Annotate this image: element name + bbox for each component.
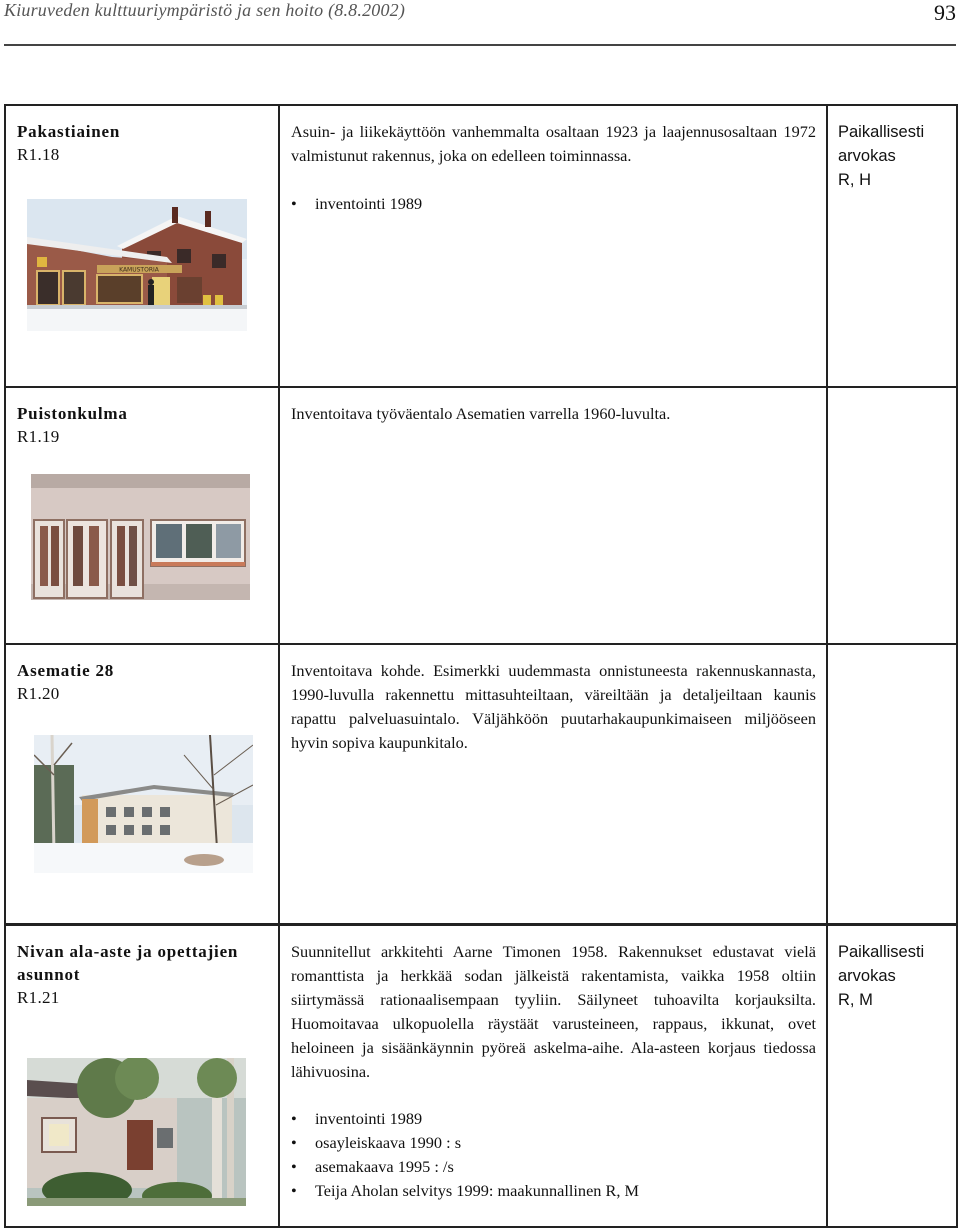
- site-description: Inventoitava kohde. Esimerkki uudemmasta onnistuneesta rakennuskannasta, 1990-luvulla rakennettu mittasuhteiltaan, väreiltään ja detaljeiltaan kaunis rapattu palveluasuintalo. Väljähköön puutarhakaupunkimaiseen miljööseen hyvin sopiva kaupunkitalo.: [291, 661, 816, 752]
- photo-workers-hall-facade: [31, 474, 250, 600]
- running-header-title: Kiuruveden kulttuuriympäristö ja sen hoito (8.8.2002): [4, 0, 406, 20]
- list-item: • asemakaava 1995 : /s: [291, 1155, 826, 1179]
- name-cell: [5, 105, 279, 387]
- list-item: • osayleiskaava 1990 : s: [291, 1131, 826, 1155]
- photo-school-building-trees: [27, 1058, 246, 1206]
- description-cell: [279, 924, 827, 1227]
- table-row: [5, 105, 957, 387]
- name-cell: [5, 644, 279, 924]
- value-cell: [827, 924, 957, 1227]
- photo-service-housing-winter: [34, 735, 253, 873]
- value-line: R, H: [838, 171, 871, 189]
- site-description: Suunnitellut arkkitehti Aarne Timonen 1958. Rakennukset edustavat vielä romanttista ja herkkää sodan jälkeistä rakentamista, vaikka 1958 oltiin siirtymässä rationaalisempaan tyyliin. Säilyneet tuhoavilta korjauksilta. Huomoitavaa ulkopuolella räystäät varusteineen, rappaus, ikkunat, ovet heloineen ja sisäänkäynnin pyöreä askelma-aihe. Ala-asteen korjaus tiedossa lähivuosina.: [291, 941, 816, 1081]
- value-cell: [827, 387, 957, 644]
- value-cell: [827, 105, 957, 387]
- description-cell: [279, 644, 827, 924]
- table-row: [5, 924, 957, 1227]
- reference-list: [280, 1107, 826, 1203]
- description-cell: [279, 387, 827, 644]
- inventory-table: [4, 104, 958, 1228]
- value-line: Paikallisesti: [838, 123, 925, 141]
- value-line: arvokas: [838, 147, 896, 165]
- site-code: R1.20: [17, 684, 60, 703]
- value-line: R, M: [838, 990, 873, 1009]
- value-classification: [838, 120, 956, 192]
- site-description: Asuin- ja liikekäyttöön vanhemmalta osaltaan 1923 ja laajennusosaltaan 1972 valmistunut rakennus, joka on edelleen toiminnassa.: [291, 122, 816, 165]
- list-item: • inventointi 1989: [291, 1107, 826, 1131]
- site-code: R1.21: [17, 987, 60, 1007]
- value-line: arvokas: [838, 966, 896, 985]
- site-description: Inventoitava työväentalo Asematien varrella 1960-luvulta.: [291, 404, 671, 423]
- value-classification: [838, 940, 956, 1012]
- reference-list: [280, 192, 826, 216]
- site-code: R1.18: [17, 145, 60, 164]
- photo-shop-building-winter: [27, 199, 247, 331]
- site-name: Puistonkulma: [17, 404, 128, 423]
- page-number: 93: [934, 0, 956, 25]
- site-code: R1.19: [17, 427, 60, 446]
- shop-sign-text: KAMUSTORIA: [119, 266, 159, 274]
- table-row: [5, 387, 957, 644]
- header-rule: [4, 44, 956, 46]
- list-item: • inventointi 1989: [291, 192, 826, 216]
- site-name: Nivan ala-aste ja opettajien asunnot: [17, 941, 239, 984]
- site-name: Pakastiainen: [17, 122, 121, 141]
- description-cell: [279, 105, 827, 387]
- value-cell: [827, 644, 957, 924]
- name-cell: [5, 387, 279, 644]
- site-name: Asematie 28: [17, 661, 115, 680]
- list-item: • Teija Aholan selvitys 1999: maakunnallinen R, M: [291, 1179, 826, 1203]
- table-row: [5, 644, 957, 924]
- value-line: Paikallisesti: [838, 942, 925, 961]
- name-cell: [5, 924, 279, 1227]
